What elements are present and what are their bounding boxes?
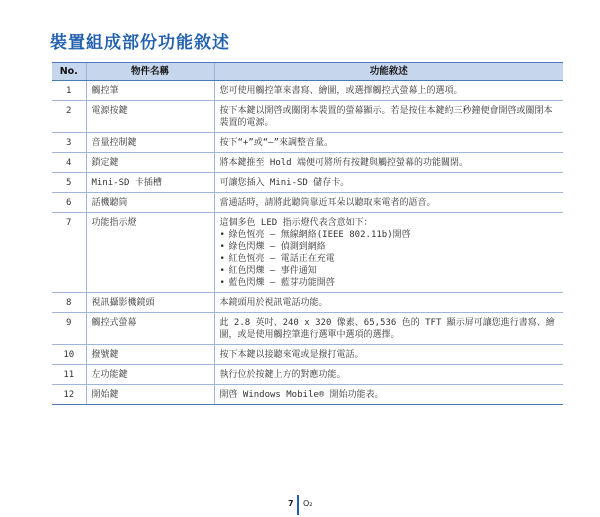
header-name: 物件名稱 — [86, 63, 214, 81]
row-number: 3 — [52, 133, 86, 153]
list-item: • 紅色恆亮 – 電話正在充電 — [220, 253, 559, 265]
list-item: • 紅色閃爍 – 事件通知 — [220, 265, 559, 277]
component-description — [214, 385, 563, 405]
component-name: 左功能鍵 — [86, 365, 214, 385]
component-table — [52, 62, 563, 405]
table-row — [52, 133, 563, 153]
table-header-row — [52, 63, 563, 81]
component-description — [214, 81, 563, 101]
component-name: 視訊攝影機鏡頭 — [86, 293, 214, 313]
description-text: 按下本鍵以接聽來電或是撥打電話。 — [219, 350, 364, 360]
component-description — [214, 365, 563, 385]
list-item: • 藍色閃爍 – 藍芽功能開啓 — [220, 277, 559, 289]
row-number: 12 — [52, 385, 86, 405]
header-no: No. — [52, 63, 86, 81]
row-number: 6 — [52, 193, 86, 213]
component-description — [214, 213, 563, 293]
table-row — [52, 313, 563, 345]
table-row — [52, 345, 563, 365]
component-description — [214, 153, 563, 173]
component-description — [214, 193, 563, 213]
row-number: 7 — [52, 213, 86, 293]
row-number: 1 — [52, 81, 86, 101]
row-number: 4 — [52, 153, 86, 173]
list-item: • 綠色閃爍 – 偵測到網絡 — [220, 241, 559, 253]
indicator-list — [220, 229, 559, 289]
header-description: 功能敘述 — [214, 63, 563, 81]
component-description — [214, 133, 563, 153]
row-number: 2 — [52, 101, 86, 133]
component-description — [214, 101, 563, 133]
row-number: 10 — [52, 345, 86, 365]
footer-divider — [297, 495, 299, 515]
table-row — [52, 173, 563, 193]
component-name: 話機聽筒 — [86, 193, 214, 213]
component-name: 鎖定鍵 — [86, 153, 214, 173]
description-text: 將本鍵推至 Hold 端便可將所有按鍵與觸控螢幕的功能關閉。 — [219, 158, 469, 168]
component-name: 功能指示燈 — [86, 213, 214, 293]
table-row — [52, 213, 563, 293]
list-item: • 綠色恆亮 – 無線網絡(IEEE 802.11b)開啓 — [220, 229, 559, 241]
table-row — [52, 293, 563, 313]
description-text: 當通話時，請將此聽筒靠近耳朵以聽取來電者的語音。 — [219, 198, 436, 208]
component-name: Mini-SD 卡插槽 — [86, 173, 214, 193]
component-description — [214, 173, 563, 193]
table-row — [52, 385, 563, 405]
table-row — [52, 81, 563, 101]
description-text: 按下本鍵以開啓或關閉本裝置的螢幕顯示。若是按住本鍵約三秒鐘便會開啓或關閉本裝置的電源。 — [219, 106, 553, 128]
component-description — [214, 345, 563, 365]
table-row — [52, 193, 563, 213]
page-title: 裝置組成部份功能敘述 — [50, 33, 230, 53]
component-name: 觸控筆 — [86, 81, 214, 101]
description-text: 您可使用觸控筆來書寫、繪圖，或選擇觸控式螢幕上的選項。 — [219, 86, 463, 96]
row-number: 11 — [52, 365, 86, 385]
o2-logo: O₂ — [303, 499, 313, 508]
table-row — [52, 153, 563, 173]
description-text: 執行位於按鍵上方的對應功能。 — [219, 370, 346, 380]
component-description — [214, 313, 563, 345]
description-text: 此 2.8 英吋、240 x 320 像素、65,536 色的 TFT 顯示屏可讓您進行書寫、繪圖，或是使用觸控筆進行選單中選項的選擇。 — [219, 318, 555, 340]
page-number: 7 — [288, 499, 294, 508]
table-row — [52, 101, 563, 133]
table-row — [52, 365, 563, 385]
component-name: 觸控式螢幕 — [86, 313, 214, 345]
row-number: 9 — [52, 313, 86, 345]
description-text: 按下“+”或“–”來調整音量。 — [219, 138, 334, 148]
component-description — [214, 293, 563, 313]
component-name: 電源按鍵 — [86, 101, 214, 133]
row-number: 5 — [52, 173, 86, 193]
component-name: 音量控制鍵 — [86, 133, 214, 153]
row-number: 8 — [52, 293, 86, 313]
component-name: 開始鍵 — [86, 385, 214, 405]
description-text: 可讓您插入 Mini-SD 儲存卡。 — [219, 178, 350, 188]
description-text: 開啓 Windows Mobile® 開始功能表。 — [219, 390, 384, 400]
description-text: 這個多色 LED 指示燈代表含意如下： — [219, 218, 373, 228]
component-name: 撥號鍵 — [86, 345, 214, 365]
description-text: 本鏡頭用於視訊電話功能。 — [219, 298, 328, 308]
